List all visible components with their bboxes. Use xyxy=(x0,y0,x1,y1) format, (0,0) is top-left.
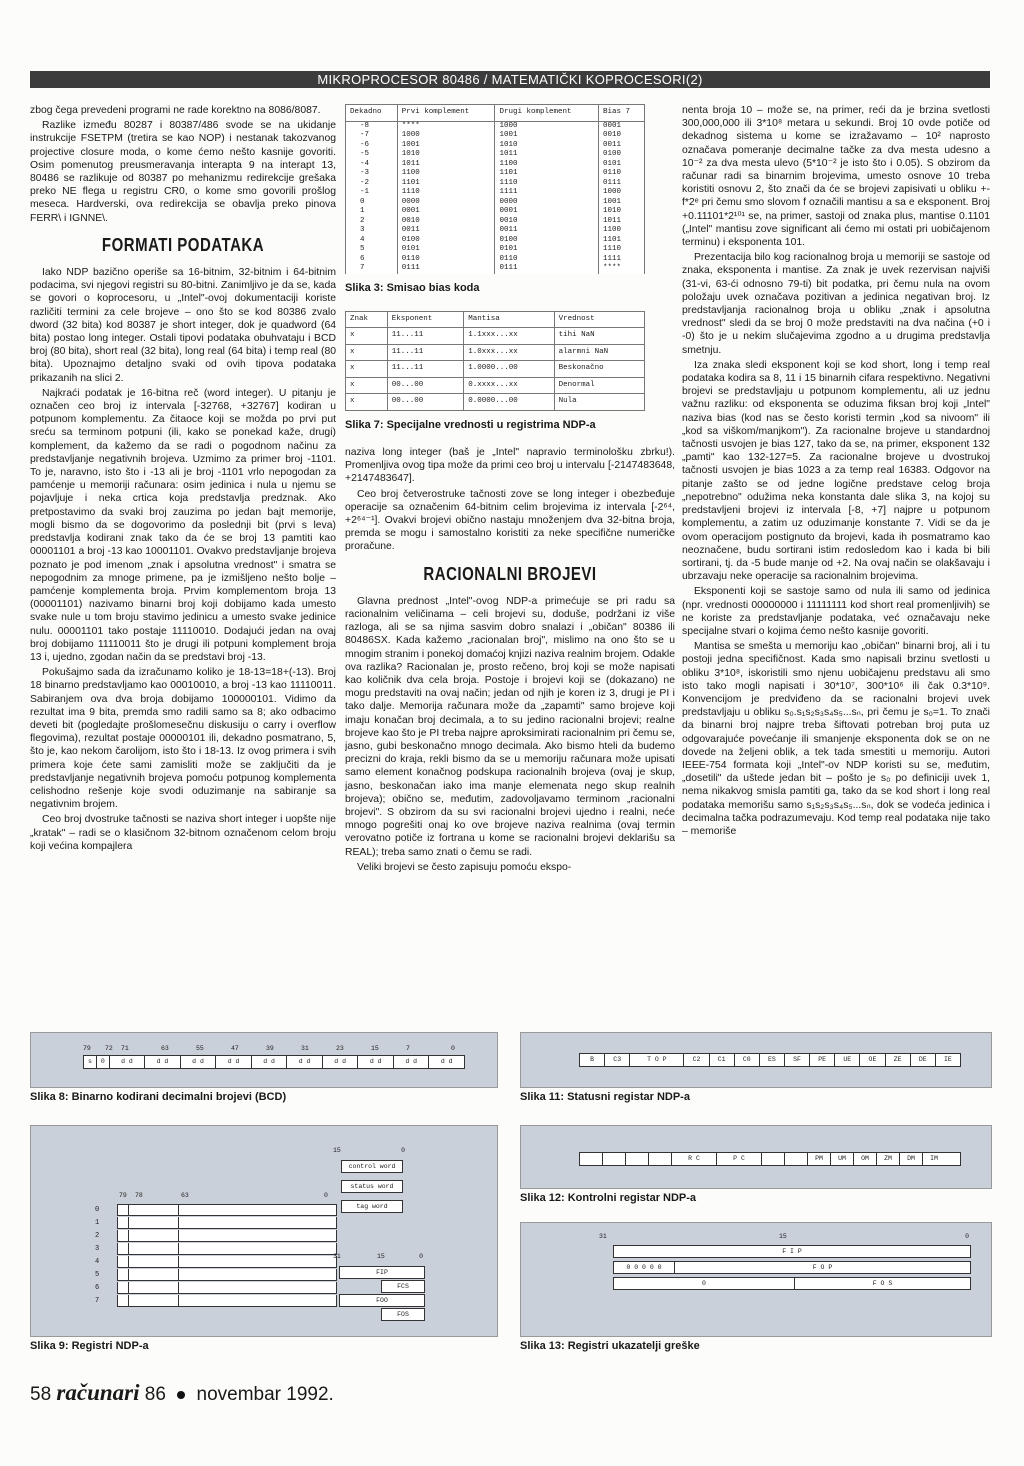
table-cell: -2 xyxy=(346,179,398,189)
figure-13-bits xyxy=(599,1233,969,1243)
table-cell: 1110 xyxy=(397,188,495,198)
table-cell: 1101 xyxy=(495,169,598,179)
table-cell: 1100 xyxy=(495,160,598,170)
status-bit-cell: PE xyxy=(810,1054,835,1066)
control-word-box: control word xyxy=(341,1160,403,1173)
stack-register-row xyxy=(95,1230,345,1243)
table-cell: 6 xyxy=(346,255,398,265)
table-cell: 11...11 xyxy=(387,328,463,345)
section-heading: FORMATI PODATAKA xyxy=(101,234,265,256)
table-cell: 0100 xyxy=(397,236,495,246)
table-cell: -1 xyxy=(346,188,398,198)
table-row xyxy=(346,328,645,345)
paragraph: naziva long integer (baš je „Intel" napravio terminološku zbrku!). Promenljiva ovog tipa može da primi ceo broj u intervalu [-2147483648, +2147483647]. xyxy=(345,446,675,485)
divider xyxy=(178,1282,179,1293)
status-bit-cell: ES xyxy=(760,1054,785,1066)
foo-box: FOO xyxy=(339,1294,425,1307)
stack-register-cell xyxy=(117,1217,337,1229)
reg-cell xyxy=(785,1153,808,1165)
status-bit-cell: DE xyxy=(911,1054,936,1066)
stack-register-row xyxy=(95,1217,345,1230)
divider xyxy=(178,1217,179,1228)
table-row xyxy=(346,141,645,151)
paragraph: zbog čega prevedeni programi ne rade korektno na 8086/8087. xyxy=(30,105,321,116)
bcd-digit-cell: d d xyxy=(181,1056,217,1068)
fcs-box: FCS xyxy=(381,1280,425,1293)
bit-label: 55 xyxy=(196,1045,204,1052)
paragraph: Pokušajmo sada da izračunamo koliko je 18-13=18+(-13). Broj 18 binarno predstavljamo kao 00010010, a broj -13 kao 11110011. Sabiranjem ova dva broja dobijamo 100000101. Vidimo da rezultat ima 9 bita, premda smo radili samo sa 8; ako odbacimo deveti bit (pogledajte prošlomesečnu diskusiju o carry i overflow flegovima), rezultat postaje 00000101 ili, dekadno posmatrano, 5, što je, kao nekom čarolijom, isto što i 18-13. Iz ovog primera i svih primera koje ćete sami zamisliti može se zaključiti da je predstavljanje negativnih brojeva pomoću potpunog komplementa celishodno rešenje koje svodi oduzimanje na sabiranje sa negativnim brojem. xyxy=(30,667,336,811)
figure-12-register xyxy=(579,1152,961,1166)
paragraph: Ceo broj dvostruke tačnosti se naziva short integer i uopšte nije „kratak" – radi se o klasičnom 32-bitnom označenom celom broju koji većina kompajlera xyxy=(30,814,336,852)
zm-field: ZM xyxy=(877,1153,900,1165)
table-cell: 0010 xyxy=(397,217,495,227)
fip-box: FIP xyxy=(339,1266,425,1279)
issue-date: novembar 1992. xyxy=(196,1384,334,1405)
divider xyxy=(128,1230,129,1241)
table-row xyxy=(346,255,645,265)
page-number: 58 xyxy=(30,1384,52,1405)
fos-row xyxy=(613,1277,971,1290)
figure-8-register xyxy=(83,1055,465,1069)
figure-9-pointer-bits xyxy=(333,1253,423,1263)
table-cell: 0101 xyxy=(598,160,644,170)
stack-index-label: 0 xyxy=(95,1206,100,1214)
table-cell: Denormal xyxy=(554,377,644,394)
bcd-digit-cell: d d xyxy=(110,1056,146,1068)
bit-label: 0 xyxy=(451,1045,455,1052)
bit-label: 71 xyxy=(121,1045,129,1052)
table-header: Dekadno xyxy=(346,105,398,122)
table-cell: 1011 xyxy=(397,160,495,170)
paragraph: nenta broja 10 – može se, na primer, reći da je brzina svetlosti 300,000,000 ili 3*10⁸ metara u sekundi. Broj 10 ovde potiče od dekadnog sistema u kome se izražavamo – 10² naprosto označava pomeranje decimalne tačke za dva mesta udesno a 10⁻² za dva mesta ulevo (5*10⁻² je isto što i 0.05). S obzirom da računar radi sa binarnim brojevima, umesto osnove 10 treba koristiti osnovu 2, što znači da će se brojevi zapisivati u obliku +-f*2ᵉ pri čemu smo slovom f označili mantisu a sa e eksponent. Broj +0.11101*2¹⁰¹ se, na primer, sastoji od znaka plus, mantise 0.1101 („Intel" mantisu zove significant ali ćemo mi ostati pri uobičajenom terminu) i eksponenta 101. xyxy=(682,105,990,249)
bit-label: 0 xyxy=(401,1147,405,1154)
figure-12-caption: Slika 12: Kontrolni registar NDP-a xyxy=(520,1192,697,1204)
table-row xyxy=(346,377,645,394)
table-cell: 5 xyxy=(346,245,398,255)
table-cell: x xyxy=(346,361,388,378)
table-cell: 1010 xyxy=(495,141,598,151)
figure-9-word-bits xyxy=(333,1147,405,1154)
table-cell: 0001 xyxy=(495,207,598,217)
figure-11-register xyxy=(579,1053,961,1067)
table-cell: 0111 xyxy=(495,264,598,274)
table-cell: tihi NaN xyxy=(554,328,644,345)
bcd-digit-cell: 0 xyxy=(97,1056,110,1068)
bcd-digit-cell: s xyxy=(84,1056,97,1068)
stack-index-label: 2 xyxy=(95,1232,100,1240)
table-cell: 0000 xyxy=(397,198,495,208)
figure-9-caption: Slika 9: Registri NDP-a xyxy=(30,1340,149,1352)
table-cell: 0010 xyxy=(495,217,598,227)
stack-index-label: 5 xyxy=(95,1271,100,1279)
divider xyxy=(128,1256,129,1267)
magazine-logo: računari xyxy=(56,1380,140,1405)
bcd-digit-cell: d d xyxy=(323,1056,359,1068)
bit-label: 7 xyxy=(406,1045,410,1052)
table-cell: 3 xyxy=(346,226,398,236)
table-cell: 1.0xxx...xx xyxy=(464,344,554,361)
status-bit-cell: C0 xyxy=(735,1054,760,1066)
table-cell: 1000 xyxy=(598,188,644,198)
table-header: Drugi komplement xyxy=(495,105,598,122)
table-cell: 1111 xyxy=(495,188,598,198)
stack-index-label: 4 xyxy=(95,1258,100,1266)
paragraph: Eksponenti koji se sastoje samo od nula ili samo od jedinica (npr. vrednosti 00000000 i 11111111 kod short real promenljivih) se ne koriste za predstavljanje podataka, već označavaju neke specijalne stvari o kojima ćemo nešto kasnije govoriti. xyxy=(682,586,990,637)
table-row xyxy=(346,198,645,208)
bit-label: 63 xyxy=(161,1045,169,1052)
figure-8 xyxy=(30,1032,498,1088)
bit-label: 15 xyxy=(377,1253,385,1260)
paragraph: Najkraći podatak je 16-bitna reč (word integer). U pitanju je označen ceo broj iz intervala [-32768, +32767] kodiran u potpunom komplementu. Za čitaoce koji se možda po prvi put sreću sa terminom potpuni (ili, kako se ponekad kaže, drugi) komplement, da kažemo da se radi o pogodnom načinu za predstavljanje negativnih brojeva. Uzmimo za primer broj -1101. To je, naravno, isto što i -13 ali je broj -1101 vrlo nepogodan za pamćenje u memoriji računara: osim jedinica i nula u njemu se pojavljuje i neka crtica koja predstavlja predznak. Ako pretpostavimo da svaki broj zauzima po jedan bajt memorije, mogli bismo da se dogovorimo da poslednji bit (prvi s leva) predstavlja kodirani znak tako da će se broj 13 pamtiti kao 00001101 a broj -13 kao 10001101. Ovakvo predstavljanje brojeva poznato je pod imenom „znak i apsolutna vrednost" i smatra se nepogodnim za mnoge primene, pa je izmišljeno nešto bolje – pamćenje komplementa broja. Prvim komplementom broja 13 (00001101) nazivamo binarni broj koji dobijamo kada umesto svake nule u tom broju stavimo jedinicu a umesto svake jedinice nulu. 00001101 tako postaje 11110010. Dodajući jedan na ovaj broj dobijamo 11110011 što je drugi ili potpuni komplement broja 13 i, ujedno, zgodan način da se predstavi broj -13. xyxy=(30,387,336,663)
table-cell: x xyxy=(346,328,388,345)
bcd-digit-cell: d d xyxy=(216,1056,252,1068)
fop-field: F O P xyxy=(812,1264,833,1271)
paragraph: Prezentacija bilo kog racionalnog broja u memoriji se sastoje od znaka, eksponenta i mantise. Za znak je uvek rezervisan najviši (31-vi, 63-ći odnosno 79-ti) bit podatka, pri čemu nula na ovom položaju uvek označava pozitivan a jedinica negativan broj. Iz predstavljanja racionalnog broja u obliku „znak i apsolutna vrednost" sledi da se broj 0 može predstaviti na dva načina (+0 i -0) što je u nekim slučajevima zgodno a u drugima predstavlja smetnju. xyxy=(682,252,990,356)
reg-cell xyxy=(603,1153,626,1165)
divider xyxy=(178,1243,179,1254)
table-cell: 4 xyxy=(346,236,398,246)
bit-label: 63 xyxy=(181,1192,189,1199)
figure-3-table xyxy=(345,104,645,274)
table-cell: x xyxy=(346,344,388,361)
table-cell: 2 xyxy=(346,217,398,227)
figure-7-caption: Slika 7: Specijalne vrednosti u registrima NDP-a xyxy=(345,418,596,431)
paragraph: Ceo broj četverostruke tačnosti zove se long integer i obezbeđuje operacije sa označenim 64-bitnim celim brojevima iz intervala [-2⁶⁴, +2⁶⁴⁻¹]. Ovakvi brojevi obično nastaju množenjem dva 32-bitna broja, premda se mogu i samostalno koristiti za neke specifične numeričke proračune. xyxy=(345,488,675,553)
paragraph: Razlike između 80287 i 80387/486 svode se na ukidanje instrukcije FSETPM (tretira se kao NOP) i nestanak takozvanog projective closure moda, o kome ćemo nešto kasnije govoriti. Osim pomenutog preusmeravanja interapta 9 na interapt 13, 80486 se razlikuje od 80387 po mehanizmu redirekcije grešaka preko NE flega u registru CR0, o kome smo govorili prošlog meseca. Hardverski, ova redirekcija se obavlja preko pinova FERR\ i IGNNE\. xyxy=(30,120,336,224)
bit-label: 23 xyxy=(336,1045,344,1052)
fip-row: F I P xyxy=(613,1245,971,1258)
table-cell: 0.0000...00 xyxy=(464,394,554,411)
table-cell: 0.xxxx...xx xyxy=(464,377,554,394)
fos-field: F O S xyxy=(872,1280,893,1287)
table-cell: 0110 xyxy=(397,255,495,265)
fos-zero-field: 0 xyxy=(614,1278,795,1289)
divider xyxy=(178,1295,179,1306)
divider xyxy=(128,1205,129,1215)
table-cell: 1.1xxx...xx xyxy=(464,328,554,345)
table-row xyxy=(346,207,645,217)
tag-word-box: tag word xyxy=(341,1200,403,1213)
stack-register-row xyxy=(95,1269,345,1282)
bit-label: 0 xyxy=(965,1233,969,1240)
table-header: Znak xyxy=(346,311,388,328)
table-cell: -6 xyxy=(346,141,398,151)
table-cell: 0100 xyxy=(495,236,598,246)
paragraph: Iza znaka sledi eksponent koji se kod short, long i temp real podataka kodira sa 8, 11 i 15 binarnih cifara respektivno. Negativni brojevi se predstavljaju u potpunom komplementu, ali uz jednu važnu razliku: od eksponenta se oduzima fiksan broj koji „Intel" naziva bias (kod nas se često koristi termin „kod sa nivoom" ili „kod sa viškom/manjkom"). Za racionalne brojeve u standardnoj tačnosti usvojen je bias 127, tako da se, na primer, eksponent 132 „pamti" kao 132-127=5. Za racionalne brojeve u dvostrukoj tačnosti usvojen je bias 1023 a za temp real 16383. Odgovor na pitanje zašto se od jedne logične predstave celog broja „nepotrebno" odužima neka konstanta dale slika 3, na kojoj su predstavljeni brojevi iz intervala [-8, +7] najpre u potpunom komplementu, a zatim uz oduzimanje konstante 7. Vidi se da je ovom operacijom postignuto da brojevi, kada ih posmatramo kao neoznačene, budu sortirani istim redosledom kao i kada bi bili sortirani, tj. da -5 bude manje od +2. Na ovaj način se olakšavaju i ubrzavaju neke operacije sa racionalnim brojevima. xyxy=(682,359,990,583)
divider xyxy=(178,1230,179,1241)
divider xyxy=(128,1269,129,1280)
status-bit-cell: C1 xyxy=(710,1054,735,1066)
paragraph: Mantisa se smešta u memoriju kao „običan" binarni broj, ali i tu postoji jedna specifičnost. Kada smo napisali brzinu svetlosti u obliku 3*10⁸, iskoristili smo njenu uobičajenu predstavu ali smo isto tako mogli napisati i 30*10⁷, 300*10⁶ ili čak 0.3*10⁹. Konvencijom je predviđeno da se racionalni brojevi uvek predstavljaju u obliku s₀.s₁s₂s₃s₄s₅...sₙ, pri čemu je s₀=1. To znači da binarni broj najpre treba šiftovati potreban broj puta uz odgovarajuće povećanje ili smanjenje eksponenta dok se on ne dovede na željeni oblik, a tek tada smestiti u memoriju. Autori IEEE-754 formata koji „Intel"-ov NDP koristi su se, međutim, „dosetili" da uštede jedan bit – pošto je s₀ po definiciji uvek 1, nema nikakvog smisla pamtiti ga, tako da se kod short i long real podataka memorišu samo s₁s₂s₃s₄s₅...sₙ, dok se vodeća jedinica i decimalna tačka podrazumevaju. Kod temp real podataka nije tako – memoriše xyxy=(682,641,990,837)
table-cell: 0111 xyxy=(397,264,495,274)
table-cell: 0011 xyxy=(397,226,495,236)
stack-register-cell xyxy=(117,1256,337,1268)
figure-13-caption: Slika 13: Registri ukazatelji greške xyxy=(520,1340,700,1352)
divider xyxy=(178,1256,179,1267)
status-bit-cell: C3 xyxy=(605,1054,630,1066)
fop-row xyxy=(613,1261,971,1274)
table-cell: **** xyxy=(598,264,644,274)
table-row xyxy=(346,394,645,411)
divider xyxy=(128,1282,129,1293)
om-field: OM xyxy=(854,1153,877,1165)
table-cell: 1010 xyxy=(598,207,644,217)
table-header: Eksponent xyxy=(387,311,463,328)
table-cell: 0100 xyxy=(598,150,644,160)
table-cell: 1010 xyxy=(397,150,495,160)
stack-index-label: 6 xyxy=(95,1284,100,1292)
um-field: UM xyxy=(831,1153,854,1165)
stack-index-label: 7 xyxy=(95,1297,100,1305)
status-bit-cell: B xyxy=(580,1054,605,1066)
bit-label: 15 xyxy=(333,1147,341,1154)
table-cell: -4 xyxy=(346,160,398,170)
status-bit-cell: C2 xyxy=(684,1054,709,1066)
bcd-digit-cell: d d xyxy=(394,1056,430,1068)
figure-8-caption: Slika 8: Binarno kodirani decimalni brojevi (BCD) xyxy=(30,1091,287,1103)
section-heading: RACIONALNI BROJEVI xyxy=(423,563,597,585)
stack-register-cell xyxy=(117,1243,337,1255)
bit-label: 31 xyxy=(301,1045,309,1052)
bcd-digit-cell: d d xyxy=(145,1056,181,1068)
pm-field: PM xyxy=(808,1153,831,1165)
table-row xyxy=(346,179,645,189)
table-row xyxy=(346,226,645,236)
table-cell: 1001 xyxy=(495,131,598,141)
bullet-icon xyxy=(177,1391,185,1399)
figure-9 xyxy=(30,1125,498,1337)
bit-label: 15 xyxy=(779,1233,787,1240)
figure-13 xyxy=(520,1222,992,1337)
bcd-digit-cell: d d xyxy=(287,1056,323,1068)
table-cell: Nula xyxy=(554,394,644,411)
table-row xyxy=(346,131,645,141)
stack-register-cell xyxy=(117,1230,337,1242)
table-row xyxy=(346,245,645,255)
status-bit-cell: UE xyxy=(835,1054,860,1066)
table-header: Prvi komplement xyxy=(397,105,495,122)
table-cell: alarmni NaN xyxy=(554,344,644,361)
table-cell: x xyxy=(346,394,388,411)
stack-register-row xyxy=(95,1295,345,1308)
table-row xyxy=(346,169,645,179)
divider xyxy=(178,1269,179,1280)
stack-index-label: 3 xyxy=(95,1245,100,1253)
bit-label: 79 xyxy=(83,1045,91,1052)
table-cell: 11...11 xyxy=(387,361,463,378)
register-stack xyxy=(95,1204,345,1308)
paragraph: Veliki brojevi se često zapisuju pomoću ekspo- xyxy=(357,861,572,873)
table-cell: 0011 xyxy=(495,226,598,236)
table-cell: 1000 xyxy=(397,131,495,141)
figure-8-bit-labels xyxy=(83,1045,463,1055)
table-cell: 0010 xyxy=(598,131,644,141)
table-cell: -7 xyxy=(346,131,398,141)
bcd-digit-cell: d d xyxy=(358,1056,394,1068)
table-cell: 1.0000...00 xyxy=(464,361,554,378)
table-cell: 1100 xyxy=(397,169,495,179)
fos-box: FOS xyxy=(381,1308,425,1321)
stack-register-row xyxy=(95,1243,345,1256)
stack-register-row xyxy=(95,1282,345,1295)
status-bit-cell: SF xyxy=(785,1054,810,1066)
stack-register-cell xyxy=(117,1282,337,1294)
bcd-digit-cell: d d xyxy=(252,1056,288,1068)
table-header: Mantisa xyxy=(464,311,554,328)
table-cell: 0011 xyxy=(598,141,644,151)
figure-9-stack-bits xyxy=(119,1192,339,1202)
stack-register-cell xyxy=(117,1204,337,1216)
table-cell: 1110 xyxy=(598,245,644,255)
table-cell: 0 xyxy=(346,198,398,208)
bit-label: 31 xyxy=(599,1233,607,1240)
column-middle xyxy=(345,104,675,1000)
table-cell: 1101 xyxy=(397,179,495,189)
table-cell: 7 xyxy=(346,264,398,274)
table-cell: -8 xyxy=(346,121,398,131)
table-cell: Beskonačno xyxy=(554,361,644,378)
table-row xyxy=(346,150,645,160)
stack-register-row xyxy=(95,1204,345,1217)
table-cell: 0001 xyxy=(598,121,644,131)
status-bit-cell: OE xyxy=(860,1054,885,1066)
table-header: Vrednost xyxy=(554,311,644,328)
table-header: Bias 7 xyxy=(598,105,644,122)
bit-label: 72 xyxy=(105,1045,113,1052)
paragraph: Iako NDP bazično operiše sa 16-bitnim, 32-bitnim i 64-bitnim podacima, svi njegovi registri su 80-bitni. Zanimljivo je da se, kada se govori o koprocesoru, u „Intel"-ovoj dokumentaciji koriste različiti termini za cele brojeve – ono što se kod 80386 zvalo dword (32 bita) kod 80387 je short integer, dok je quadword (64 bita) postao long integer. Ostali tipovi podataka obuhvataju i BCD broj (80 bita), short real (32 bita), long real (64 bita) i temp real (80 bita). Upoznajmo detaljno svaki od ovih tipova podataka prikazanih na slici 2. xyxy=(30,267,336,384)
table-cell: -5 xyxy=(346,150,398,160)
stack-index-label: 1 xyxy=(95,1219,100,1227)
pc-field: P C xyxy=(717,1153,762,1165)
divider xyxy=(128,1243,129,1254)
table-row xyxy=(346,264,645,274)
im-field: IM xyxy=(930,1155,938,1162)
rc-field: R C xyxy=(672,1153,717,1165)
divider xyxy=(128,1295,129,1306)
paragraph: Glavna prednost „Intel"-ovog NDP-a primećuje se pri radu sa racionalnim veličinama – celi brojevi su, doduše, podržani iz više razloga, ali se sa njima sasvim dobro snalazi i „običan" 80386 ili 80486SX. Kada kažemo „racionalan broj", mislimo na ono što se u mnogim stranim i ponekoj domaćoj knjizi naziva realnim brojem. Odakle ova razlika? Racionalan je, prosto rečeno, broj koji se može napisati kao količnik dva cela broja. Postoje i brojevi koji se (dokazano) ne mogu predstaviti na ovaj način; jedan od njih je koren iz 3, drugi je PI i tako dalje. Memorija računara može da „zapamti" samo brojeve koji imaju konačan broj decimala, a to su jedino racionalni brojevi; realne brojeve kao što je PI treba najpre aproksimirati racionalnim pri čemu se, jasno, gubi beskonačno mnogo decimala. Ako bismo hteli da budemo precizni do kraja, rekli bismo da se u memoriju računara može upisati samo element konačnog podskupa racionalnih brojeva (ovaj je skup, jasno, beskonačan iako ima manje elemenata nego skup realnih brojeva); obično se, međutim, zadovoljavamo terminom „racionalni brojevi". S obzirom da su svi racionalni brojevi ujedno i realni, neće mnogo pogrešiti onaj ko ove brojeve naziva realnima (ovaj termin verovatno potiče iz fortrana u kome se racionalni brojevi deklarišu sa REAL); treba samo znati o čemu se radi. xyxy=(345,595,675,858)
stack-register-cell xyxy=(117,1295,337,1307)
stack-register-cell xyxy=(117,1269,337,1281)
status-bit-cell: IE xyxy=(943,1056,952,1063)
page-footer xyxy=(30,1380,334,1406)
table-cell: **** xyxy=(397,121,495,131)
table-cell: 0000 xyxy=(495,198,598,208)
column-right xyxy=(682,104,990,1000)
table-cell: 1110 xyxy=(495,179,598,189)
status-bit-cell: ZE xyxy=(886,1054,911,1066)
divider xyxy=(178,1205,179,1215)
column-left xyxy=(30,104,336,1000)
table-row xyxy=(346,188,645,198)
status-word-box: status word xyxy=(341,1180,403,1193)
figure-11 xyxy=(520,1032,992,1088)
table-cell: 1011 xyxy=(495,150,598,160)
fop-zero-field: 0 0 0 0 0 xyxy=(614,1262,675,1273)
figure-3-caption: Slika 3: Smisao bias koda xyxy=(345,281,480,294)
table-cell: 1100 xyxy=(598,226,644,236)
figure-12 xyxy=(520,1125,992,1189)
table-cell: 0110 xyxy=(495,255,598,265)
table-cell: 1011 xyxy=(598,217,644,227)
table-cell: 1101 xyxy=(598,236,644,246)
table-cell: 1111 xyxy=(598,255,644,265)
dm-field: DM xyxy=(900,1153,923,1165)
reg-cell xyxy=(649,1153,672,1165)
reg-cell xyxy=(626,1153,649,1165)
stack-register-row xyxy=(95,1256,345,1269)
table-cell: 00...00 xyxy=(387,377,463,394)
table-row xyxy=(346,160,645,170)
table-cell: 0111 xyxy=(598,179,644,189)
table-cell: 0101 xyxy=(397,245,495,255)
table-row xyxy=(346,236,645,246)
bit-label: 31 xyxy=(333,1253,341,1260)
table-row xyxy=(346,121,645,131)
bit-label: 0 xyxy=(324,1192,328,1199)
table-cell: 0101 xyxy=(495,245,598,255)
reg-cell xyxy=(762,1153,785,1165)
table-row xyxy=(346,217,645,227)
table-cell: 0001 xyxy=(397,207,495,217)
table-cell: 11...11 xyxy=(387,344,463,361)
divider xyxy=(128,1217,129,1228)
reg-cell xyxy=(580,1153,603,1165)
table-row xyxy=(346,361,645,378)
bit-label: 39 xyxy=(266,1045,274,1052)
table-cell: 1001 xyxy=(598,198,644,208)
issue-number: 86 xyxy=(144,1384,166,1405)
page-header: MIKROPROCESOR 80486 / MATEMATIČKI KOPROCESORI(2) xyxy=(30,71,990,88)
bit-label: 15 xyxy=(371,1045,379,1052)
bit-label: 79 xyxy=(119,1192,127,1199)
table-cell: 0110 xyxy=(598,169,644,179)
table-cell: 1000 xyxy=(495,121,598,131)
table-cell: x xyxy=(346,377,388,394)
bit-label: 47 xyxy=(231,1045,239,1052)
table-cell: 1001 xyxy=(397,141,495,151)
figure-7-table xyxy=(345,311,645,411)
table-cell: 1 xyxy=(346,207,398,217)
table-cell: 00...00 xyxy=(387,394,463,411)
bit-label: 78 xyxy=(135,1192,143,1199)
table-cell: -3 xyxy=(346,169,398,179)
figure-11-caption: Slika 11: Statusni registar NDP-a xyxy=(520,1091,690,1103)
table-row xyxy=(346,344,645,361)
bit-label: 0 xyxy=(419,1253,423,1260)
bcd-digit-cell: d d xyxy=(440,1058,453,1065)
status-bit-cell: T O P xyxy=(630,1054,684,1066)
